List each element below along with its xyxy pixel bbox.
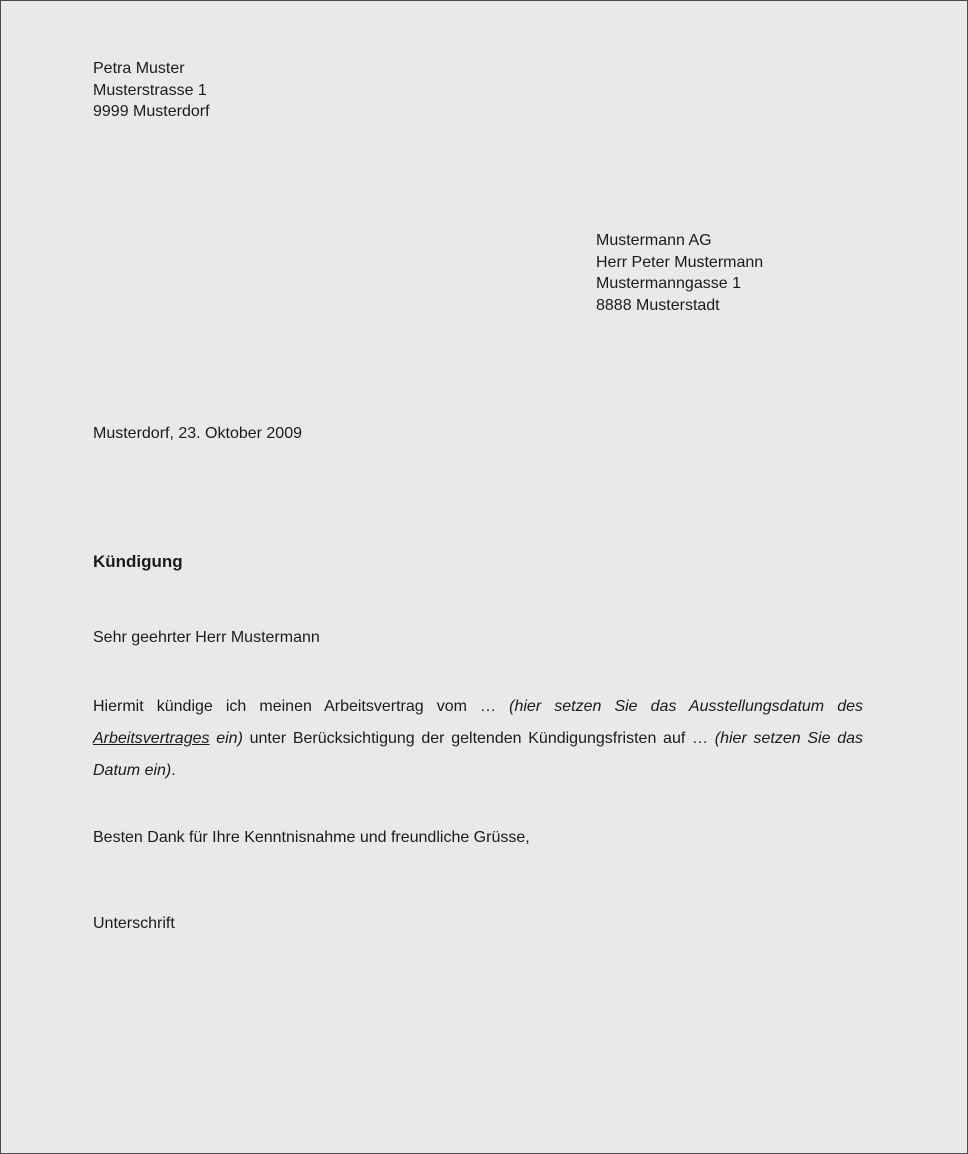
recipient-name: Herr Peter Mustermann <box>596 253 764 271</box>
date-line: Musterdorf, 23. Oktober 2009 <box>93 425 302 442</box>
sender-city: 9999 Musterdorf <box>93 103 210 120</box>
body-placeholder-1b-underlined: Arbeitsvertrages <box>93 730 210 747</box>
sender-address <box>93 58 210 123</box>
body-part-1: Hiermit kündige ich meinen Arbeitsvertrag vom … <box>93 698 510 715</box>
subject-heading: Kündigung <box>93 552 183 571</box>
recipient-address <box>596 230 763 316</box>
body-placeholder-1c: ein) <box>209 730 243 747</box>
recipient-company: Mustermann AG <box>596 232 712 249</box>
signature-label: Unterschrift <box>93 915 175 932</box>
body-paragraph <box>93 691 863 787</box>
closing-line: Besten Dank für Ihre Kenntnisnahme und freundliche Grüsse, <box>93 829 530 846</box>
recipient-street: Mustermanngasse 1 <box>596 275 741 292</box>
body-part-3: . <box>171 762 176 779</box>
body-placeholder-1a: (hier setzen Sie das Ausstellungsdatum des <box>509 698 863 715</box>
body-placeholder-2: (hier setzen Sie das Datum ein) <box>93 730 864 779</box>
body-part-2: unter Berücksichtigung der geltenden Kündigungsfristen auf … <box>242 730 715 747</box>
sender-name: Petra Muster <box>93 60 185 77</box>
salutation: Sehr geehrter Herr Mustermann <box>93 629 320 646</box>
recipient-city: 8888 Musterstadt <box>596 296 720 314</box>
sender-street: Musterstrasse 1 <box>93 81 207 99</box>
